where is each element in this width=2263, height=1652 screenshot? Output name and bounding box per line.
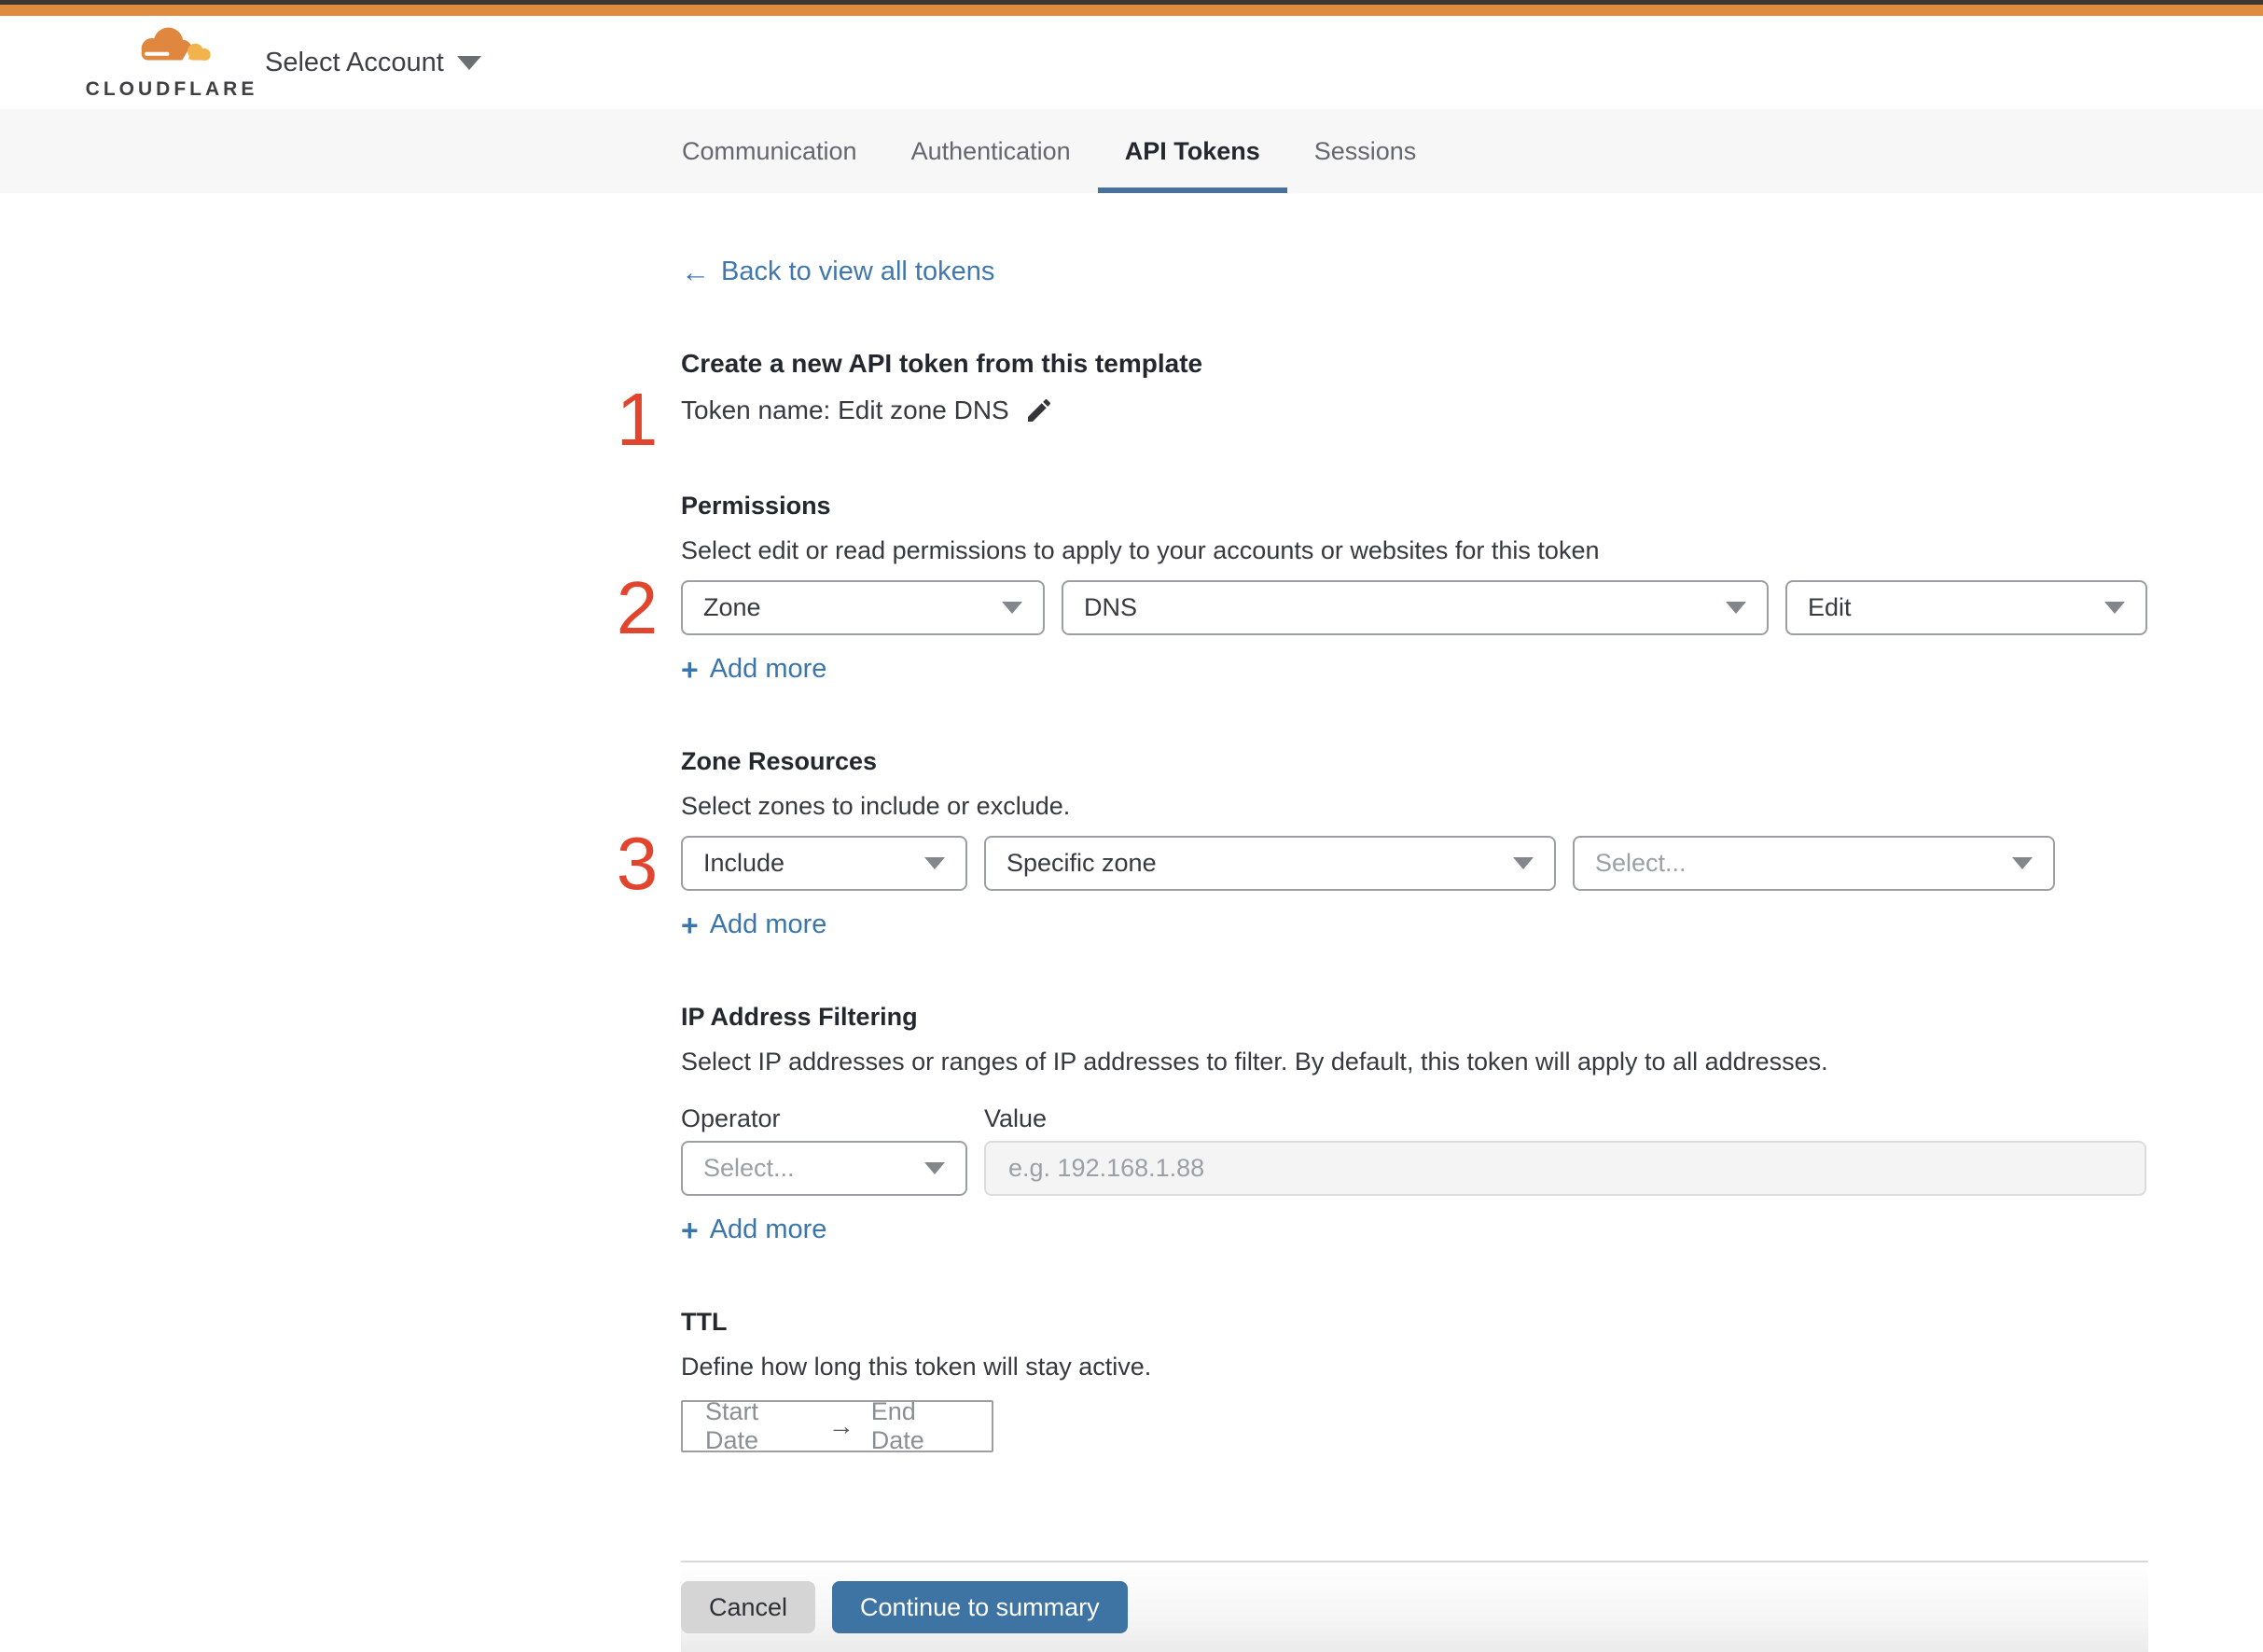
ip-operator-value: Select... <box>703 1154 795 1182</box>
cloudflare-wordmark: CLOUDFLARE <box>85 78 258 100</box>
permission-level-select[interactable] <box>1785 580 2147 635</box>
chevron-down-icon <box>1002 602 1022 614</box>
value-label: Value <box>984 1104 1048 1132</box>
tab-api-tokens[interactable]: API Tokens <box>1098 109 1287 193</box>
permissions-description: Select edit or read permissions to apply to your accounts or websites for this token <box>681 536 1600 564</box>
permission-scope-select[interactable] <box>681 580 1045 635</box>
plus-icon: + <box>681 1213 699 1247</box>
footer-actions <box>681 1562 2148 1652</box>
permissions-section <box>616 487 2148 687</box>
account-selector[interactable] <box>265 48 481 78</box>
continue-to-summary-button[interactable]: Continue to summary <box>832 1581 1128 1633</box>
permissions-heading: Permissions <box>681 492 831 520</box>
zone-resources-heading: Zone Resources <box>681 747 878 775</box>
permissions-add-more-link[interactable] <box>681 654 826 685</box>
ip-filtering-field-labels <box>681 1104 2148 1133</box>
back-to-tokens-link[interactable] <box>681 257 994 287</box>
ttl-heading: TTL <box>681 1308 728 1336</box>
ip-filtering-section <box>681 998 2148 1245</box>
token-name-line <box>616 378 2148 461</box>
chevron-down-icon <box>924 857 945 869</box>
arrow-right-icon: → <box>827 1411 854 1440</box>
tab-sessions[interactable]: Sessions <box>1313 136 1417 165</box>
profile-tabbar <box>0 109 2263 193</box>
chevron-down-icon <box>1726 602 1746 614</box>
add-more-label: Add more <box>709 654 827 684</box>
ip-value-input[interactable] <box>984 1141 2146 1196</box>
page-title: Create a new API token from this template <box>681 349 1203 378</box>
add-more-label: Add more <box>709 909 827 939</box>
tab-authentication[interactable]: Authentication <box>910 136 1071 165</box>
zone-resources-row <box>616 822 2148 905</box>
arrow-left-icon: ← <box>681 256 710 288</box>
zone-type-select[interactable] <box>984 836 1556 891</box>
tab-communication[interactable]: Communication <box>682 136 857 165</box>
zone-type-value: Specific zone <box>1007 849 1157 877</box>
ip-filtering-description: Select IP addresses or ranges of IP addresses to filter. By default, this token will apply to all addresses. <box>681 1048 1828 1076</box>
step-number-3: 3 <box>616 822 659 905</box>
operator-label: Operator <box>681 1104 781 1132</box>
zone-picker-select[interactable] <box>1573 836 2055 891</box>
chevron-down-icon <box>2104 602 2125 614</box>
step-number-2: 2 <box>616 566 659 649</box>
plus-icon: + <box>681 908 699 942</box>
zone-resources-section <box>616 743 2148 942</box>
header <box>0 16 2263 109</box>
plus-icon: + <box>681 652 699 687</box>
ip-operator-select[interactable] <box>681 1141 967 1196</box>
cloudflare-cloud-icon <box>122 24 221 76</box>
back-link-label: Back to view all tokens <box>721 257 995 286</box>
step-number-1: 1 <box>616 378 659 461</box>
zone-include-value: Include <box>703 849 785 877</box>
ip-filtering-heading: IP Address Filtering <box>681 1003 918 1031</box>
ttl-description: Define how long this token will stay active. <box>681 1353 1152 1381</box>
token-name-text: Token name: Edit zone DNS <box>681 396 1009 424</box>
permission-level-value: Edit <box>1808 593 1852 621</box>
main-content <box>616 193 2148 1652</box>
chevron-down-icon <box>1513 857 1534 869</box>
permission-group-value: DNS <box>1084 593 1138 621</box>
zone-resources-add-more-link[interactable] <box>681 909 826 940</box>
end-date-placeholder: End Date <box>870 1397 924 1454</box>
ip-filtering-add-more-link[interactable] <box>681 1215 826 1245</box>
cancel-button[interactable]: Cancel <box>681 1581 815 1633</box>
brand-orange-bar <box>0 5 2263 16</box>
chevron-down-icon <box>457 56 481 70</box>
permission-group-select[interactable] <box>1062 580 1769 635</box>
chevron-down-icon <box>2012 857 2033 869</box>
account-selector-label: Select Account <box>265 47 444 77</box>
cloudflare-logo[interactable] <box>85 24 258 101</box>
permission-scope-value: Zone <box>703 593 761 621</box>
permissions-row <box>616 566 2148 649</box>
add-more-label: Add more <box>709 1215 827 1244</box>
zone-resources-description: Select zones to include or exclude. <box>681 792 1071 820</box>
zone-include-select[interactable] <box>681 836 967 891</box>
zone-picker-value: Select... <box>1595 849 1687 877</box>
ttl-section <box>681 1303 2148 1452</box>
chevron-down-icon <box>924 1162 945 1174</box>
ip-filtering-row <box>681 1141 2148 1196</box>
start-date-placeholder: Start Date <box>705 1397 759 1454</box>
ttl-date-range-picker[interactable] <box>681 1397 993 1454</box>
token-intro-section <box>616 345 2148 461</box>
edit-pencil-icon[interactable] <box>1024 396 1054 425</box>
